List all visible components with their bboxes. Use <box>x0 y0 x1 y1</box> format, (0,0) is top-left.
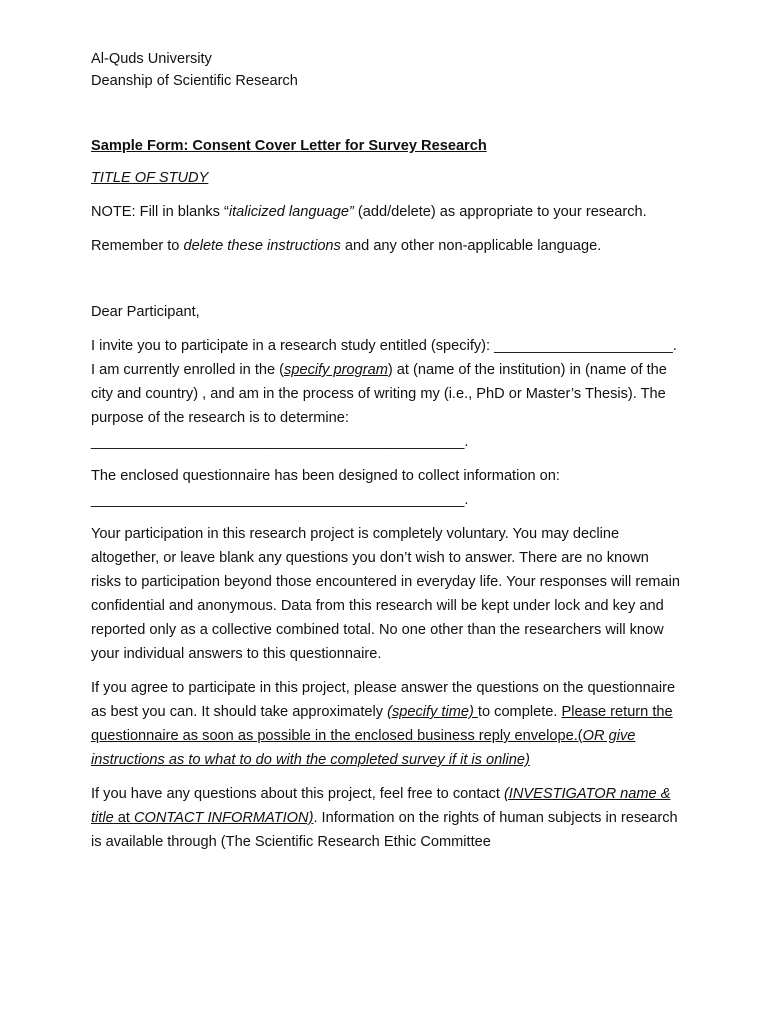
return-instructions: Please return the questionnaire as soon as possible in the enclosed business reply envelope.( <box>91 704 673 744</box>
invite-paragraph <box>91 334 681 454</box>
agree-text-2: to complete. <box>477 704 562 720</box>
specify-time: (specify time) <box>387 704 478 720</box>
investigator-name: (INVESTIGATOR name & title <box>91 786 671 826</box>
note-italic: italicized language” <box>228 204 354 220</box>
reminder-suffix: and any other non-applicable language. <box>340 238 602 254</box>
note-prefix: NOTE: Fill in blanks “ <box>91 204 229 220</box>
invite-text-2: ) at (name of the institution) in (name of the city and country) , and am in the process of writing my (i.e., PhD or Master’s Thesis). The purpose of the research is to determine: ______________________________________________. <box>91 362 667 450</box>
contact-text-2: . Information on the rights of human subjects in research is available through (The Scientific Research Ethic Committee <box>91 810 678 850</box>
document-page <box>91 48 681 854</box>
salutation: Dear Participant, <box>91 304 200 320</box>
document-header <box>91 48 681 92</box>
contact-information: CONTACT INFORMATION) <box>134 810 314 826</box>
reminder-prefix: Remember to <box>91 238 184 254</box>
note-suffix: (add/delete) as appropriate to your research. <box>353 204 647 220</box>
agree-text-1: If you agree to participate in this project, please answer the questions on the questionnaire as best you can. It should take approximately <box>91 680 676 720</box>
contact-text-1: If you have any questions about this project, feel free to contact <box>91 786 504 802</box>
reminder-paragraph <box>91 234 681 258</box>
university-name: Al-Quds University <box>91 51 212 67</box>
note-paragraph <box>91 200 681 224</box>
reminder-italic: delete these instructions <box>183 238 341 254</box>
questionnaire-paragraph: The enclosed questionnaire has been designed to collect information on: ______________________________________________. <box>91 468 560 508</box>
agree-paragraph <box>91 676 681 772</box>
specify-program: specify program <box>284 362 388 378</box>
online-instructions: OR give instructions as to what to do with the completed survey if it is online) <box>91 728 636 768</box>
study-title: TITLE OF STUDY <box>91 170 209 186</box>
contact-at: at <box>113 810 134 826</box>
invite-text-1: I invite you to participate in a research study entitled (specify): ______________________. I am currently enrolled in the ( <box>91 338 677 378</box>
contact-paragraph <box>91 782 681 854</box>
participation-paragraph: Your participation in this research project is completely voluntary. You may decline altogether, or leave blank any questions you don’t wish to answer. There are no known risks to participation beyond those encountered in everyday life. Your responses will remain confidential and anonymous. Data from this research will be kept under lock and key and reported only as a collective combined total. No one other than the researchers will know your individual answers to this questionnaire. <box>91 526 680 662</box>
department-name: Deanship of Scientific Research <box>91 73 298 89</box>
form-title: Sample Form: Consent Cover Letter for Survey Research <box>91 138 487 154</box>
